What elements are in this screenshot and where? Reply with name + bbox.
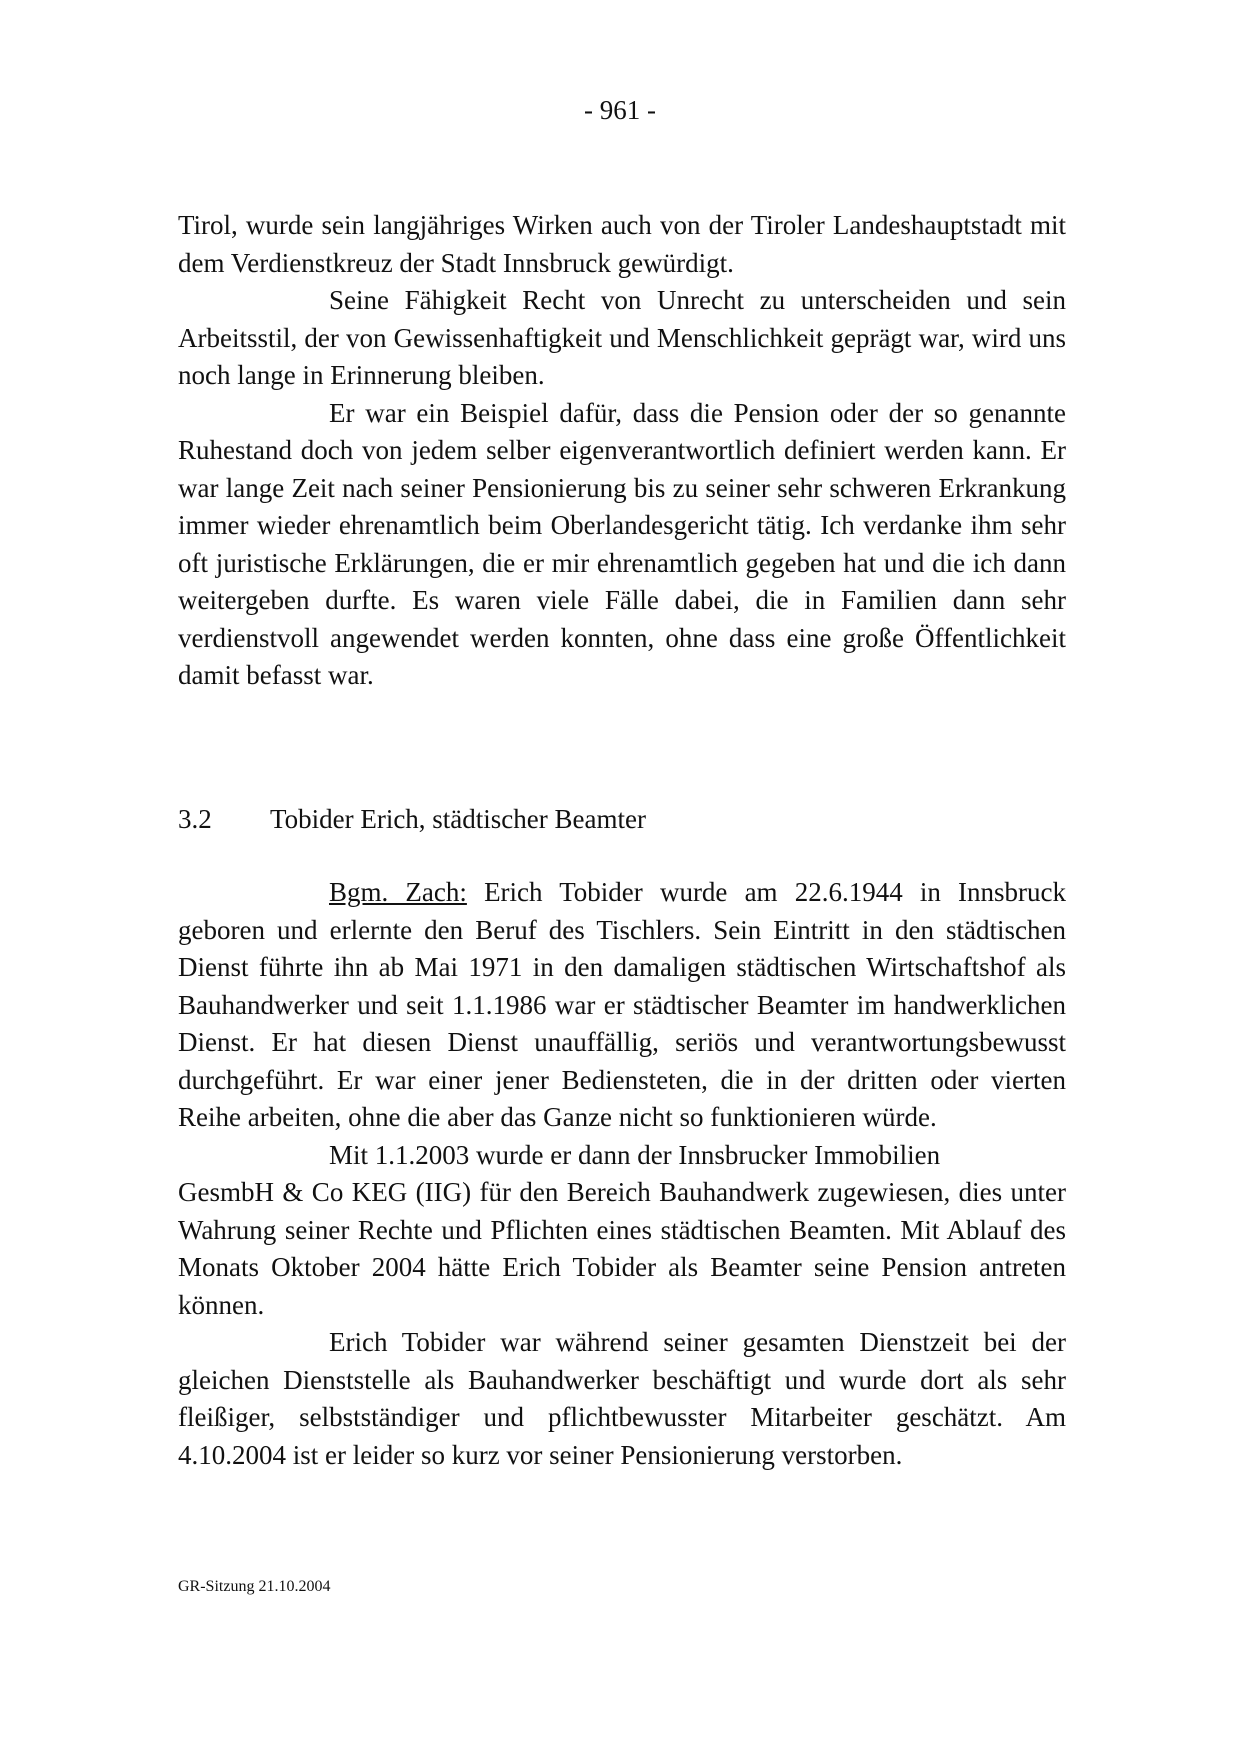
section-1-text: [178, 207, 1066, 695]
paragraph: GesmbH & Co KEG (IIG) für den Bereich Bauhandwerk zugewiesen, dies unter Wahrung seiner Rechte und Pflichten eines städtischen Beamten. Mit Ablauf des Monats Oktober 2004 hätte Erich Tobider als Beamter seine Pension antreten können.: [178, 1177, 1066, 1320]
footer-text: GR-Sitzung 21.10.2004: [178, 1578, 331, 1595]
page-number: - 961 -: [584, 95, 656, 125]
section-2-text: [178, 874, 1066, 1474]
section-heading: [178, 801, 646, 839]
section-title: Tobider Erich, städtischer Beamter: [270, 804, 646, 834]
paragraph: Er war ein Beispiel dafür, dass die Pension oder der so genannte Ruhestand doch von jedem selber eigenverantwortlich definiert werden kann. Er war lange Zeit nach seiner Pensionierung bis zu seiner sehr schweren Erkrankung immer wieder ehrenamtlich beim Oberlandesgericht tätig. Ich verdanke ihm sehr oft juristische Erklärungen, die er mir ehrenamtlich gegeben hat und die ich dann weitergeben durfte. Es waren viele Fälle dabei, die in Familien dann sehr verdienstvoll angewendet werden konnten, ohne dass eine große Öffentlichkeit damit befasst war.: [178, 397, 1066, 690]
paragraph: Tirol, wurde sein langjähriges Wirken auch von der Tiroler Landeshauptstadt mit dem Verdienstkreuz der Stadt Innsbruck gewürdigt.: [178, 210, 1066, 278]
paragraph: Mit 1.1.2003 wurde er dann der Innsbrucker Immobilien: [329, 1139, 941, 1170]
paragraph-text: Erich Tobider wurde am 22.6.1944 in Innsbruck geboren und erlernte den Beruf des Tischlers. Sein Eintritt in den städtischen Dienst führte ihn ab Mai 1971 in den damaligen städtischen Wirtschaftshof als Bauhandwerker und seit 1.1.1986 war er städtischer Beamter im handwerklichen Dienst. Er hat diesen Dienst unauffällig, seriös und verantwortungsbewusst durchgeführt. Er war einer jener Bediensteten, die in der dritten oder vierten Reihe arbeiten, ohne die aber das Ganze nicht so funktionieren würde.: [178, 877, 1067, 1132]
paragraph: Erich Tobider war während seiner gesamten Dienstzeit bei der gleichen Dienststelle als Bauhandwerker beschäftigt und wurde dort als sehr fleißiger, selbstständiger und pflichtbewusster Mitarbeiter geschätzt. Am 4.10.2004 ist er leider so kurz vor seiner Pensionierung verstorben.: [178, 1327, 1066, 1470]
paragraph: [178, 874, 1066, 1137]
speaker-label: Bgm. Zach:: [329, 877, 467, 907]
section-number: 3.2: [178, 804, 212, 834]
paragraph: Seine Fähigkeit Recht von Unrecht zu unterscheiden und sein Arbeitsstil, der von Gewissenhaftigkeit und Menschlichkeit geprägt war, wird uns noch lange in Erinnerung bleiben.: [178, 285, 1066, 390]
